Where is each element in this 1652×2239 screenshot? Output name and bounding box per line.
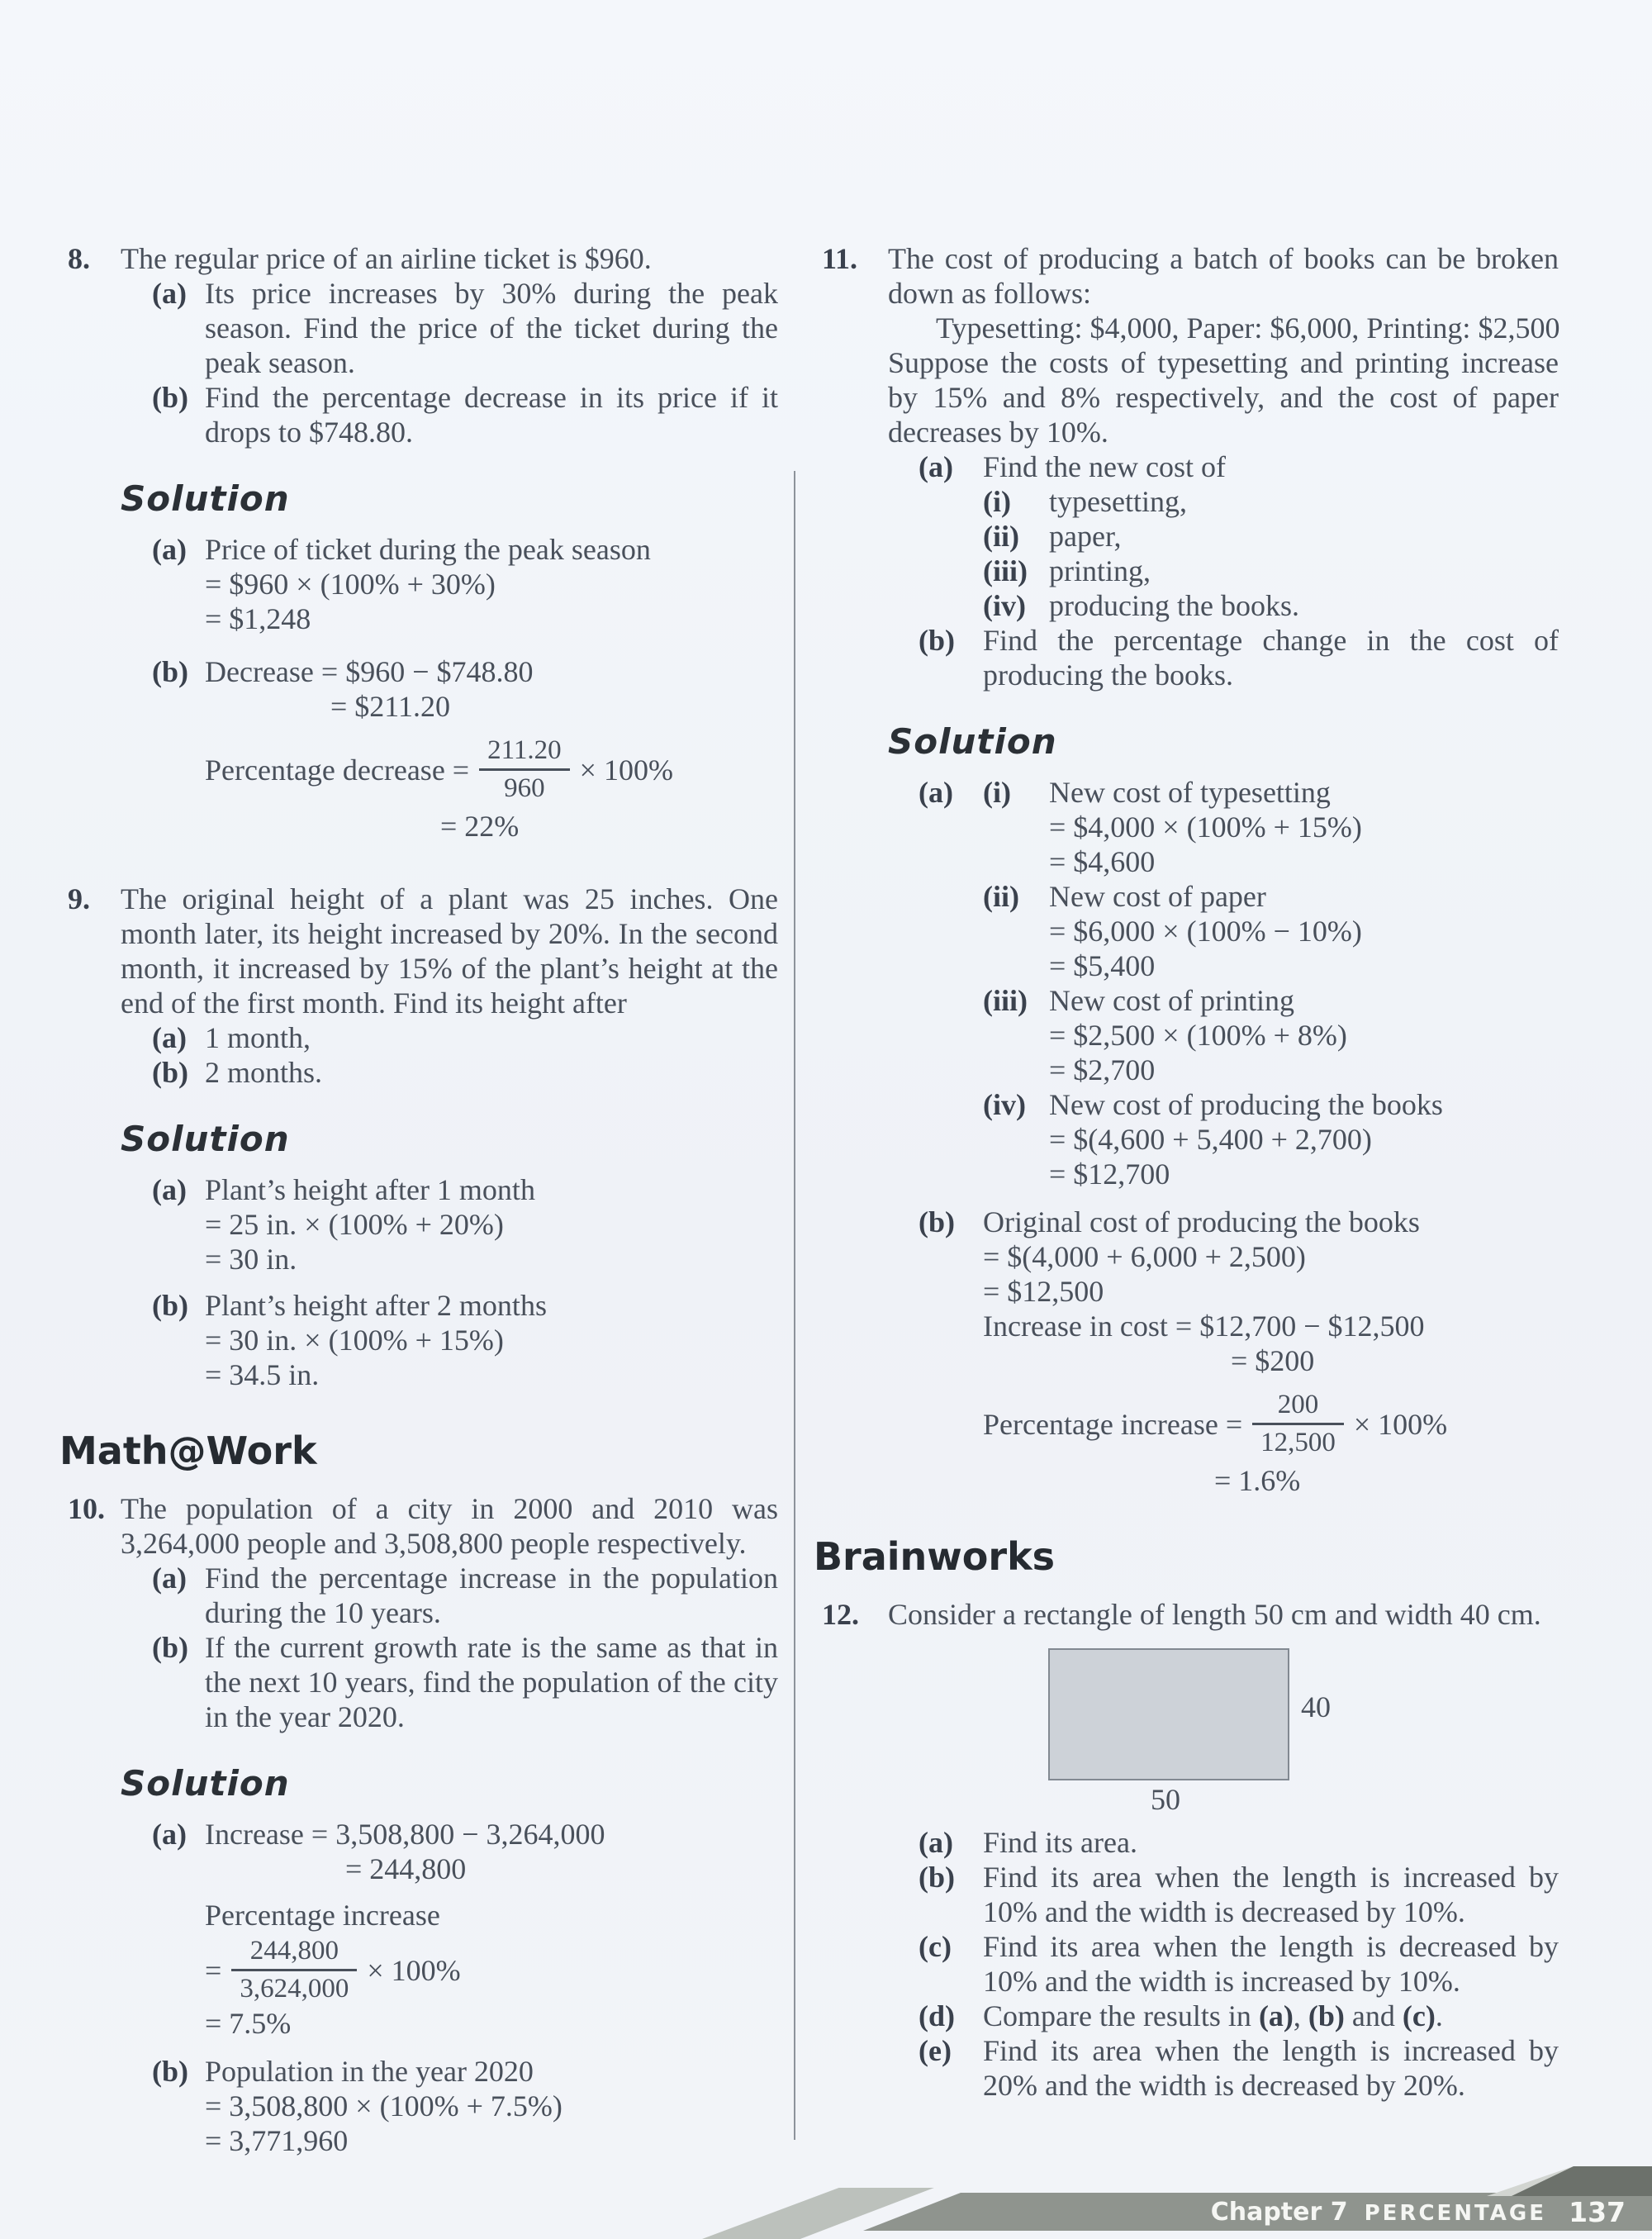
problem-10-solution-b (121, 2054, 778, 2158)
equation-result: = 7.5% (205, 2007, 292, 2040)
percentage-increase-equation (205, 1936, 778, 2004)
part-label: (b) (919, 624, 955, 657)
problem-9-part-b (121, 1055, 778, 1090)
part-text: Find its area when the length is decreased by 10% and the width is increased by 10%. (983, 1930, 1559, 1998)
equation-line: New cost of paper (1049, 880, 1266, 913)
part-text: Find its area when the length is increased by 10% and the width is decreased by 10%. (983, 1861, 1559, 1928)
part-text: Find the percentage change in the cost of producing the books. (983, 624, 1559, 692)
chapter-title: PERCENTAGE (1364, 2201, 1546, 2226)
problem-9-number: 9. (68, 882, 90, 915)
chapter-label: Chapter 7 (1210, 2198, 1348, 2227)
equation-line: = $12,500 (983, 1275, 1104, 1308)
part-label: (a) (919, 1826, 953, 1859)
problem-8-intro: The regular price of an airline ticket is $960. (121, 242, 652, 275)
item-iii (983, 554, 1559, 588)
equation-tail: × 100% (579, 753, 673, 787)
fraction (1252, 1390, 1344, 1458)
part-label: (b) (152, 2055, 188, 2088)
equation-line: Population in the year 2020 (205, 2055, 534, 2088)
problem-11-cost-list: Typesetting: $4,000, Paper: $6,000, Printing: $2,500 (936, 311, 1560, 345)
problem-8-part-b (121, 380, 778, 449)
item-i (983, 484, 1559, 519)
footer-chapter (1211, 2199, 1546, 2227)
part-label: (a) (919, 450, 953, 483)
fraction-denominator: 3,624,000 (240, 1974, 349, 2004)
solution-steps (205, 1288, 778, 1392)
item-steps (1049, 983, 1559, 1087)
problem-8-body (121, 241, 778, 844)
problem-11-part-a (888, 449, 1559, 623)
equation-tail: × 100% (367, 1953, 461, 1987)
percentage-decrease-equation (205, 735, 778, 804)
problem-12-part-e (888, 2033, 1559, 2103)
column-divider (794, 471, 795, 2140)
fraction (479, 735, 570, 804)
equation-line: Original cost of producing the books (983, 1205, 1420, 1238)
part-label: (a) (152, 1562, 187, 1595)
solution-steps (205, 532, 778, 636)
problem-9 (68, 882, 778, 1392)
solution-steps (205, 1817, 778, 2041)
fraction-numerator: 244,800 (231, 1936, 357, 1971)
part-label: (a) (152, 533, 187, 566)
equation-line: Plant’s height after 1 month (205, 1173, 535, 1206)
equation-lead: Percentage increase = (983, 1407, 1243, 1441)
equation-line: = $4,600 (1049, 845, 1156, 878)
problem-10-intro: The population of a city in 2000 and 2010 was 3,264,000 people and 3,508,800 people respectively. (121, 1492, 778, 1560)
item-label: (iv) (983, 589, 1026, 622)
brainworks-heading: Brainworks (814, 1534, 1056, 1579)
equation-result: = 22% (440, 810, 520, 843)
part-label: (b) (919, 1861, 955, 1894)
item-label: (iii) (983, 554, 1028, 587)
equation-line: = $2,500 × (100% + 8%) (1049, 1019, 1347, 1052)
solution-item-i (983, 775, 1559, 879)
rectangle-length-label: 50 (1151, 1783, 1180, 1816)
problem-12-part-d (888, 1999, 1559, 2033)
problem-10-part-a (121, 1561, 778, 1630)
equation-line: = $6,000 × (100% − 10%) (1049, 915, 1362, 948)
equation-line: Price of ticket during the peak season (205, 533, 651, 566)
equation-line: Percentage increase (205, 1899, 440, 1932)
problem-12-number: 12. (822, 1598, 859, 1631)
item-text: producing the books. (1049, 589, 1299, 622)
solution-heading: Solution (121, 1763, 290, 1804)
part-label: (a) (152, 1818, 187, 1851)
part-label: (b) (152, 381, 188, 414)
problem-9-solution-a (121, 1172, 778, 1276)
item-text: typesetting, (1049, 485, 1187, 518)
equation-line: = $5,400 (1049, 949, 1156, 982)
equation-line: = $(4,600 + 5,400 + 2,700) (1049, 1123, 1372, 1156)
problem-8 (68, 241, 778, 844)
item-label: (iii) (983, 984, 1028, 1017)
part-text: 1 month, (205, 1021, 311, 1054)
equation-lead: Percentage decrease = (205, 753, 470, 787)
item-iv (983, 588, 1559, 623)
problem-11-conditions: Suppose the costs of typesetting and printing increase by 15% and 8% respectively, and the cost of paper decreases by 10%. (888, 346, 1559, 449)
part-label: (e) (919, 2034, 952, 2067)
part-text (983, 1999, 1559, 2033)
problem-12-part-a (888, 1825, 1559, 1860)
rectangle-figure (888, 1642, 1559, 1822)
item-ii (983, 519, 1559, 554)
part-label: (b) (152, 1289, 188, 1322)
problem-8-solution-b (121, 654, 778, 844)
ref-c: (c) (1402, 1999, 1436, 2032)
problem-10-part-b (121, 1630, 778, 1734)
part-text: 2 months. (205, 1056, 323, 1089)
solution-item-ii (983, 879, 1559, 983)
equation-line: = 3,771,960 (205, 2124, 349, 2157)
fraction-denominator: 960 (504, 773, 545, 803)
part-text: Find the percentage increase in the population during the 10 years. (205, 1562, 778, 1629)
equation-line: Plant’s height after 2 months (205, 1289, 547, 1322)
item-text: paper, (1049, 520, 1122, 553)
equation-line: = 25 in. × (100% + 20%) (205, 1208, 504, 1241)
problem-9-solution-b (121, 1288, 778, 1392)
equation-line: = 30 in. (205, 1243, 297, 1276)
part-label: (b) (919, 1205, 955, 1238)
solution-item-iii (983, 983, 1559, 1087)
solution-heading: Solution (121, 1119, 290, 1159)
equation-line: = $1,248 (205, 602, 311, 635)
part-label: (c) (919, 1930, 952, 1963)
item-label: (ii) (983, 520, 1019, 553)
part-label: (a) (919, 776, 953, 809)
problem-10-body (121, 1491, 778, 2158)
page-number: 137 (1569, 2196, 1626, 2228)
ref-a: (a) (1258, 1999, 1294, 2032)
part-text: Find the percentage decrease in its price if it drops to $748.80. (205, 381, 778, 449)
fraction-numerator: 211.20 (479, 735, 570, 771)
equation-line: = 34.5 in. (205, 1358, 320, 1391)
equation-line: = $960 × (100% + 30%) (205, 568, 496, 601)
solution-steps (205, 2054, 778, 2158)
problem-11-body (888, 241, 1559, 1498)
problem-8-number: 8. (68, 242, 90, 275)
fraction-denominator: 12,500 (1260, 1428, 1336, 1457)
item-steps (1049, 879, 1559, 983)
equation-line: = $2,700 (1049, 1053, 1156, 1086)
problem-9-part-a (121, 1020, 778, 1055)
equation-line: = $200 (1231, 1344, 1315, 1377)
equation-line: Decrease = $960 − $748.80 (205, 655, 534, 688)
solution-steps (205, 654, 778, 844)
equation-line: Increase in cost = $12,700 − $12,500 (983, 1310, 1425, 1343)
part-text: Find the new cost of (983, 450, 1226, 483)
equation-line: New cost of printing (1049, 984, 1294, 1017)
part-label: (a) (152, 1173, 187, 1206)
problem-8-solution-a (121, 532, 778, 636)
item-steps (1049, 1087, 1559, 1191)
part-text: Its price increases by 30% during the peak season. Find the price of the ticket during the peak season. (205, 277, 778, 379)
part-label: (b) (152, 655, 188, 688)
equation-line: = 244,800 (345, 1852, 467, 1885)
rectangle-shape (1048, 1648, 1289, 1780)
right-column (814, 241, 1560, 2103)
left-column (59, 241, 778, 2158)
part-label: (a) (152, 277, 187, 310)
equation-line: = $12,700 (1049, 1158, 1170, 1191)
solution-heading: Solution (121, 478, 290, 519)
problem-12-intro: Consider a rectangle of length 50 cm and width 40 cm. (888, 1598, 1541, 1631)
problem-12 (822, 1597, 1559, 2103)
equation-line: New cost of producing the books (1049, 1088, 1443, 1121)
problem-11-solution-b (888, 1205, 1559, 1498)
equation-result: = 1.6% (1214, 1464, 1301, 1497)
problem-9-body (121, 882, 778, 1392)
problem-12-body (888, 1597, 1559, 2103)
item-label: (iv) (983, 1088, 1026, 1121)
part-text: If the current growth rate is the same as that in the next 10 years, find the population of the city in the year 2020. (205, 1631, 778, 1733)
math-at-work-heading: Math@Work (59, 1428, 317, 1473)
part-label: (a) (152, 1021, 187, 1054)
equation-line: New cost of typesetting (1049, 776, 1331, 809)
equation-line: Increase = 3,508,800 − 3,264,000 (205, 1818, 605, 1851)
problem-10-number: 10. (68, 1492, 105, 1525)
part-text: Find its area. (983, 1826, 1137, 1859)
fraction-numerator: 200 (1252, 1390, 1344, 1425)
rectangle-width-label: 40 (1301, 1690, 1331, 1723)
solution-item-iv (983, 1087, 1559, 1191)
text-segment: , (1293, 1999, 1308, 2032)
ref-b: (b) (1308, 1999, 1345, 2032)
text-segment: and (1344, 1999, 1403, 2032)
percentage-increase-equation (983, 1390, 1559, 1458)
problem-10 (68, 1491, 778, 2158)
text-segment: Compare the results in (983, 1999, 1259, 2032)
solution-steps (983, 1205, 1559, 1498)
equation-line: = $211.20 (330, 690, 450, 723)
item-label: (i) (983, 776, 1011, 809)
problem-11-part-b (888, 623, 1559, 692)
problem-8-part-a (121, 276, 778, 380)
problem-9-intro: The original height of a plant was 25 inches. One month later, its height increased by 20%. In the second month, it increased by 15% of the plant’s height at the end of the first month. Find its height after (121, 882, 778, 1020)
text-segment: . (1435, 1999, 1443, 2032)
problem-11-solution-a (888, 775, 1559, 1191)
solution-steps (983, 775, 1559, 1191)
problem-11-intro: The cost of producing a batch of books can be broken down as follows: (888, 242, 1559, 310)
part-label: (b) (152, 1056, 188, 1089)
equation-line: = $4,000 × (100% + 15%) (1049, 811, 1362, 844)
problem-10-solution-a (121, 1817, 778, 2041)
item-text: printing, (1049, 554, 1151, 587)
equation-tail: × 100% (1353, 1407, 1448, 1441)
equation-line: = 3,508,800 × (100% + 7.5%) (205, 2089, 563, 2123)
fraction (231, 1936, 357, 2004)
problem-12-part-b (888, 1860, 1559, 1929)
equation-line: = 30 in. × (100% + 15%) (205, 1324, 504, 1357)
solution-heading: Solution (888, 721, 1057, 762)
problem-11-number: 11. (822, 242, 858, 275)
part-text: Find its area when the length is increased by 20% and the width is decreased by 20%. (983, 2034, 1559, 2102)
item-label: (ii) (983, 880, 1019, 913)
part-text-block (983, 449, 1559, 623)
equation-line: = $(4,000 + 6,000 + 2,500) (983, 1240, 1306, 1273)
item-steps (1049, 775, 1559, 879)
part-label: (d) (919, 1999, 955, 2032)
part-label: (b) (152, 1631, 188, 1664)
solution-steps (205, 1172, 778, 1276)
item-label: (i) (983, 485, 1011, 518)
problem-11 (822, 241, 1559, 1498)
problem-12-part-c (888, 1929, 1559, 1999)
equation-lead: = (205, 1953, 222, 1987)
